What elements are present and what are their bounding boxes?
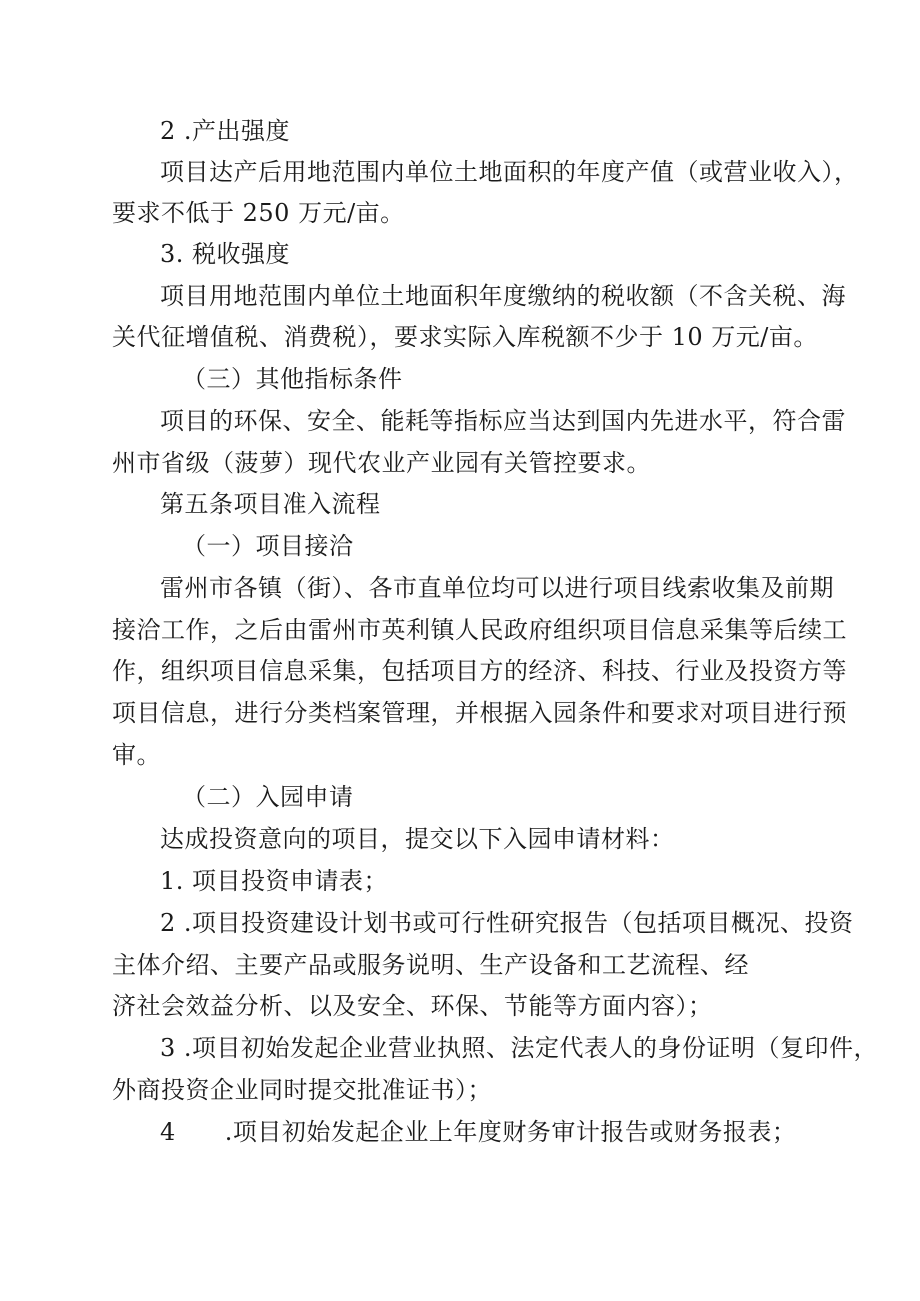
list-item-2: 2 .项目投资建设计划书或可行性研究报告（包括项目概况、投资 — [160, 909, 854, 937]
paragraph-line: 关代征增值税、消费税），要求实际入库税额不少于 10 万元/亩。 — [112, 323, 818, 351]
heading-project-contact: （一）项目接洽 — [182, 532, 354, 560]
paragraph-line: 项目用地范围内单位土地面积年度缴纳的税收额（不含关税、海 — [160, 282, 846, 310]
list-item-3: 3 .项目初始发起企业营业执照、法定代表人的身份证明（复印件， — [160, 1034, 879, 1062]
heading-output-intensity: 2 .产出强度 — [160, 117, 291, 145]
paragraph-line: 济社会效益分析、以及安全、环保、节能等方面内容）； — [112, 992, 713, 1020]
heading-article-five: 第五条项目准入流程 — [160, 490, 381, 518]
heading-tax-intensity: 3. 税收强度 — [160, 240, 291, 268]
paragraph-line: 要求不低于 250 万元/亩。 — [112, 199, 405, 227]
paragraph-line: 接洽工作，之后由雷州市英利镇人民政府组织项目信息采集等后续工 — [112, 616, 847, 644]
paragraph-line: 外商投资企业同时提交批准证书）； — [112, 1076, 492, 1104]
list-item-1: 1. 项目投资申请表； — [160, 867, 389, 895]
heading-other-conditions: （三）其他指标条件 — [182, 365, 403, 393]
paragraph-line: 州市省级（菠萝）现代农业产业园有关管控要求。 — [112, 449, 651, 477]
paragraph-line: 项目达产后用地范围内单位土地面积的年度产值（或营业收入）， — [160, 158, 859, 186]
paragraph-line: 项目的环保、安全、能耗等指标应当达到国内先进水平，符合雷 — [160, 407, 846, 435]
paragraph-line: 主体介绍、主要产品或服务说明、生产设备和工艺流程、经 — [112, 951, 749, 979]
heading-park-application: （二）入园申请 — [182, 783, 354, 811]
paragraph-line: 作，组织项目信息采集，包括项目方的经济、科技、行业及投资方等 — [112, 657, 847, 685]
paragraph-line: 达成投资意向的项目，提交以下入园申请材料： — [160, 825, 675, 853]
paragraph-line: 项目信息，进行分类档案管理，并根据入园条件和要求对项目进行预 — [112, 699, 847, 727]
list-item-4: 4 .项目初始发起企业上年度财务审计报告或财务报表； — [160, 1118, 797, 1146]
paragraph-line: 雷州市各镇（街）、各市直单位均可以进行项目线索收集及前期 — [160, 574, 834, 602]
paragraph-line: 审。 — [112, 741, 161, 769]
